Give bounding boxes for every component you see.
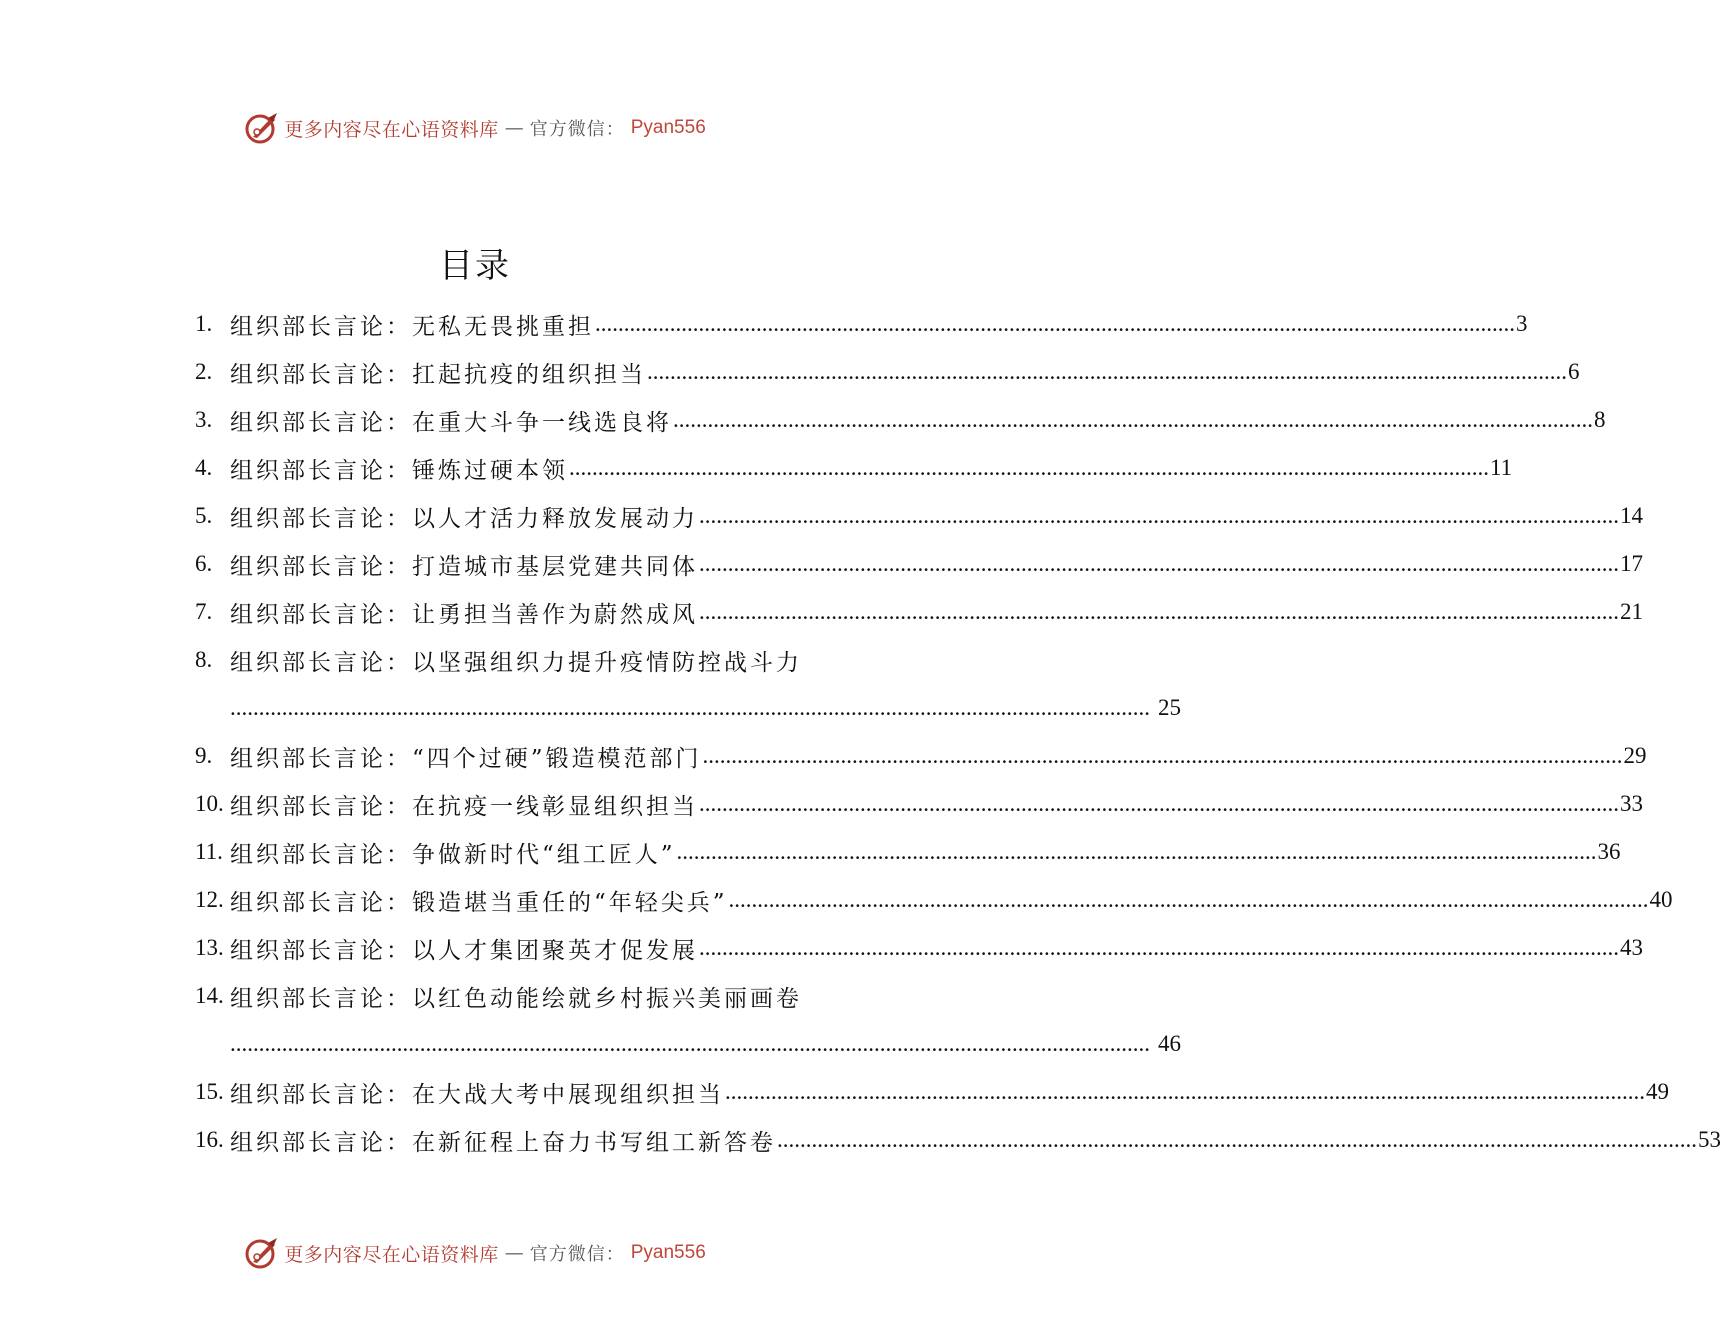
toc-page-number: 11 xyxy=(1490,455,1513,480)
toc-entry-title: 组织部长言论：锻造堪当重任的“年轻尖兵” xyxy=(230,889,728,916)
watermark-banner-top xyxy=(0,108,950,148)
toc-page-number: 17 xyxy=(1620,551,1643,576)
toc-dot-leader: ................................................................................................................................................................ xyxy=(777,1127,1697,1152)
banner-wechat-id: Pyan556 xyxy=(630,117,706,138)
toc-page-number: 8 xyxy=(1594,407,1606,432)
toc-page-number: 46 xyxy=(1158,1031,1181,1056)
toc-page-number: 49 xyxy=(1646,1079,1669,1104)
table-of-contents xyxy=(195,300,1721,1164)
toc-dot-leader: ................................................................................................................................................................ xyxy=(725,1079,1645,1104)
toc-entry-title: 组织部长言论：扛起抗疫的组织担当 xyxy=(230,361,646,388)
toc-entry-title: 组织部长言论：以红色动能绘就乡村振兴美丽画卷 xyxy=(230,985,802,1012)
quill-logo-icon xyxy=(244,111,278,145)
toc-entry-number: 2. xyxy=(195,359,213,384)
banner-text: 更多内容尽在心语资料库 xyxy=(284,118,499,141)
toc-entry-title: 组织部长言论：以人才活力释放发展动力 xyxy=(230,505,698,532)
toc-dot-leader: ................................................................................................................................................................ xyxy=(699,935,1619,960)
toc-entry[interactable] xyxy=(195,540,1643,588)
toc-entry-number: 13. xyxy=(195,935,224,960)
toc-entry-number: 8. xyxy=(195,647,213,672)
banner-label: 官方微信： xyxy=(529,119,625,140)
toc-entry-number: 3. xyxy=(195,407,213,432)
toc-dot-leader: ................................................................................................................................................................ xyxy=(230,695,1150,720)
toc-entry[interactable] xyxy=(195,636,807,684)
toc-entry[interactable] xyxy=(195,828,1621,876)
toc-entry-title: 组织部长言论：在抗疫一线彰显组织担当 xyxy=(230,793,698,820)
toc-page-number: 14 xyxy=(1620,503,1643,528)
toc-entry-number: 10. xyxy=(195,791,224,816)
toc-entry-number: 4. xyxy=(195,455,213,480)
banner-separator: — xyxy=(504,117,524,139)
toc-dot-leader: ................................................................................................................................................................ xyxy=(699,551,1619,576)
toc-entry-number: 7. xyxy=(195,599,213,624)
watermark-banner-bottom xyxy=(0,1233,950,1273)
toc-entry-title: 组织部长言论：在重大斗争一线选良将 xyxy=(230,409,672,436)
toc-entry-title: 组织部长言论：让勇担当善作为蔚然成风 xyxy=(230,601,698,628)
toc-entry-title: 组织部长言论：以坚强组织力提升疫情防控战斗力 xyxy=(230,649,802,676)
toc-entry-title: 组织部长言论：无私无畏挑重担 xyxy=(230,313,594,340)
toc-entry[interactable] xyxy=(195,444,1513,492)
toc-entry[interactable] xyxy=(195,876,1673,924)
toc-entry[interactable] xyxy=(195,780,1643,828)
toc-entry[interactable] xyxy=(195,972,807,1020)
toc-entry-number: 5. xyxy=(195,503,213,528)
toc-dot-leader: ................................................................................................................................................................ xyxy=(673,407,1593,432)
toc-page-number: 21 xyxy=(1620,599,1643,624)
toc-entry-title: 组织部长言论：在新征程上奋力书写组工新答卷 xyxy=(230,1129,776,1156)
banner-wechat-id: Pyan556 xyxy=(630,1242,706,1263)
toc-entry[interactable] xyxy=(195,1068,1669,1116)
toc-entry-number: 14. xyxy=(195,983,224,1008)
toc-dot-leader: ................................................................................................................................................................ xyxy=(647,359,1567,384)
toc-page-number: 43 xyxy=(1620,935,1643,960)
toc-page-number: 33 xyxy=(1620,791,1643,816)
quill-logo-icon xyxy=(244,1236,278,1270)
toc-entry-title: 组织部长言论：争做新时代“组工匠人” xyxy=(230,841,676,868)
toc-entry[interactable] xyxy=(195,396,1606,444)
toc-page-number: 36 xyxy=(1597,839,1621,864)
toc-entry-number: 15. xyxy=(195,1079,224,1104)
toc-page-number: 53 xyxy=(1698,1127,1721,1152)
toc-dot-leader: ................................................................................................................................................................ xyxy=(699,503,1619,528)
toc-entry[interactable] xyxy=(195,924,1643,972)
toc-entry-number: 6. xyxy=(195,551,213,576)
toc-dot-leader: ................................................................................................................................................................ xyxy=(595,311,1515,336)
toc-entry-number: 16. xyxy=(195,1127,224,1152)
toc-dot-leader: ................................................................................................................................................................ xyxy=(702,743,1623,768)
toc-dot-leader: ................................................................................................................................................................ xyxy=(699,599,1619,624)
banner-text: 更多内容尽在心语资料库 xyxy=(284,1243,499,1266)
toc-entry-number: 12. xyxy=(195,887,224,912)
banner-separator: — xyxy=(504,1242,524,1264)
toc-entry[interactable] xyxy=(195,300,1528,348)
toc-entry-continuation[interactable] xyxy=(195,684,1181,732)
toc-dot-leader: ................................................................................................................................................................ xyxy=(728,887,1649,912)
toc-dot-leader: ................................................................................................................................................................ xyxy=(676,839,1597,864)
toc-page-number: 6 xyxy=(1568,359,1580,384)
toc-entry[interactable] xyxy=(195,1116,1721,1164)
toc-entry-number: 9. xyxy=(195,743,213,768)
toc-page-number: 40 xyxy=(1649,887,1673,912)
toc-page-number: 25 xyxy=(1158,695,1181,720)
toc-dot-leader: ................................................................................................................................................................ xyxy=(230,1031,1150,1056)
toc-dot-leader: ................................................................................................................................................................ xyxy=(569,455,1489,480)
toc-entry-title: 组织部长言论：锤炼过硬本领 xyxy=(230,457,568,484)
toc-entry-title: 组织部长言论：在大战大考中展现组织担当 xyxy=(230,1081,724,1108)
toc-entry[interactable] xyxy=(195,492,1643,540)
toc-dot-leader: ................................................................................................................................................................ xyxy=(699,791,1619,816)
toc-entry-title: 组织部长言论：“四个过硬”锻造模范部门 xyxy=(230,745,702,772)
toc-entry-number: 11. xyxy=(195,839,223,864)
toc-entry-number: 1. xyxy=(195,311,213,336)
toc-page-number: 3 xyxy=(1516,311,1528,336)
toc-entry-continuation[interactable] xyxy=(195,1020,1181,1068)
toc-entry-title: 组织部长言论：打造城市基层党建共同体 xyxy=(230,553,698,580)
toc-page-number: 29 xyxy=(1623,743,1647,768)
toc-entry[interactable] xyxy=(195,588,1643,636)
toc-entry-title: 组织部长言论：以人才集团聚英才促发展 xyxy=(230,937,698,964)
toc-entry[interactable] xyxy=(195,348,1580,396)
toc-entry[interactable] xyxy=(195,732,1647,780)
page-title: 目录 xyxy=(439,246,511,286)
banner-label: 官方微信： xyxy=(529,1244,625,1265)
